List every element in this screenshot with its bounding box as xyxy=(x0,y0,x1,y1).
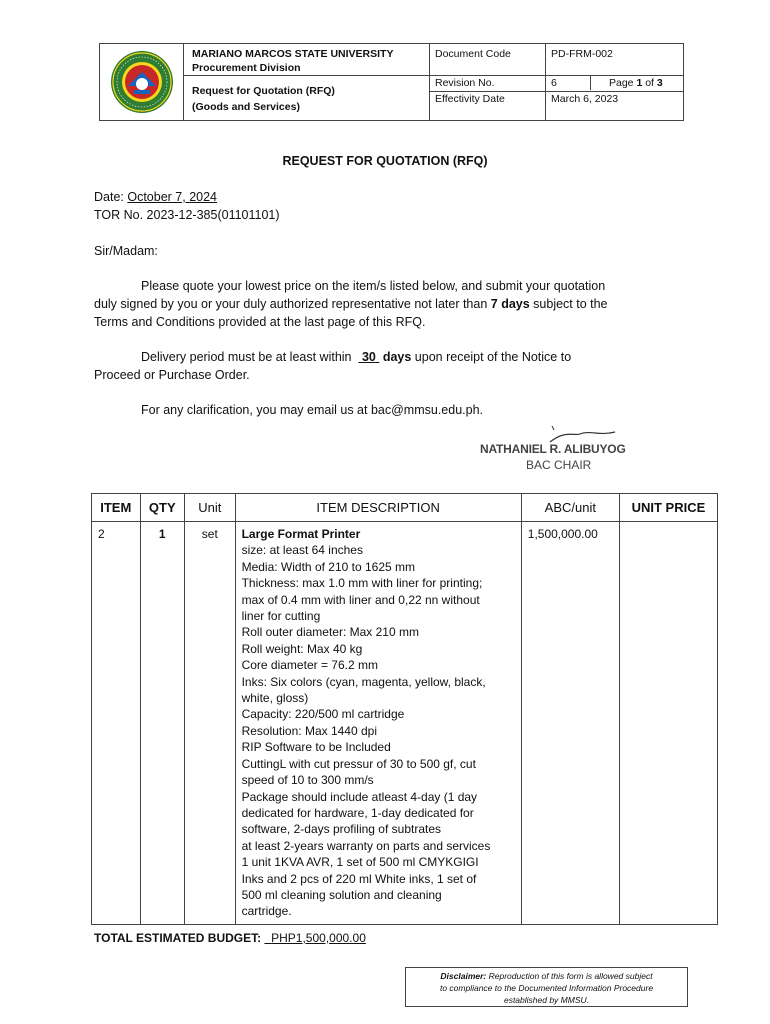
document-header xyxy=(99,43,684,121)
form-subtitle: (Goods and Services) xyxy=(192,101,300,113)
column-header-unit: Unit xyxy=(185,494,236,522)
description-line: liner for cutting xyxy=(241,609,321,624)
description-line: cartridge. xyxy=(241,904,292,919)
column-header-qty: QTY xyxy=(140,494,184,522)
page-indicator: Page 1 of 3 xyxy=(609,77,663,89)
effectivity-value: March 6, 2023 xyxy=(551,93,619,105)
university-seal-logo xyxy=(110,50,174,114)
date-line: Date: October 7, 2024 xyxy=(94,190,218,204)
revision-value: 6 xyxy=(551,77,557,89)
para3: For any clarification, you may email us at bac@mmsu.edu.ph. xyxy=(141,403,483,417)
cell-abc: 1,500,000.00 xyxy=(521,522,619,925)
items-table xyxy=(91,493,718,925)
form-title: Request for Quotation (RFQ) xyxy=(192,85,335,97)
description-line: Core diameter = 76.2 mm xyxy=(241,658,378,673)
cell-item: 2 xyxy=(92,522,141,925)
description-line: max of 0.4 mm with liner and 0,22 nn without xyxy=(241,592,480,607)
revision-label: Revision No. xyxy=(435,77,495,89)
para2-line2: Proceed or Purchase Order. xyxy=(94,368,250,382)
description-line: Roll weight: Max 40 kg xyxy=(241,641,363,656)
description-line: Roll outer diameter: Max 210 mm xyxy=(241,625,419,640)
description-line: 1 unit 1KVA AVR, 1 set of 500 ml CMYKGIGI xyxy=(241,855,479,870)
division-name: Procurement Division xyxy=(192,62,301,74)
column-header-unit-price: UNIT PRICE xyxy=(619,494,717,522)
cell-unit-price xyxy=(619,522,717,925)
cell-unit: set xyxy=(185,522,236,925)
cell-description xyxy=(235,522,521,925)
table-row xyxy=(92,522,718,925)
para1-line3: Terms and Conditions provided at the last page of this RFQ. xyxy=(94,315,426,329)
description-line: white, gloss) xyxy=(241,691,309,706)
para1-line2: duly signed by you or your duly authorized representative not later than 7 days subject to the xyxy=(94,297,608,311)
para1-line1: Please quote your lowest price on the item/s listed below, and submit your quotation xyxy=(141,279,606,293)
signatory-title: BAC CHAIR xyxy=(526,458,592,472)
description-line: dedicated for hardware, 1-day dedicated for xyxy=(241,805,474,820)
column-header-description: ITEM DESCRIPTION xyxy=(235,494,521,522)
column-header-abc: ABC/unit xyxy=(521,494,619,522)
description-line: 500 ml cleaning solution and cleaning xyxy=(241,887,442,902)
description-lines xyxy=(242,542,515,919)
salutation: Sir/Madam: xyxy=(94,244,158,258)
column-header-item: ITEM xyxy=(92,494,141,522)
disclaimer-box: Disclaimer: Reproduction of this form is allowed subject to compliance to the Documented Information Procedure established by MMSU. xyxy=(405,967,688,1007)
total-budget: TOTAL ESTIMATED BUDGET: PHP1,500,000.00 xyxy=(94,931,366,945)
description-line: at least 2-years warranty on parts and services xyxy=(241,838,491,853)
description-line: speed of 10 to 300 mm/s xyxy=(241,773,374,788)
tor-number: TOR No. 2023-12-385(01101101) xyxy=(94,208,280,222)
document-title: REQUEST FOR QUOTATION (RFQ) xyxy=(282,154,488,168)
description-line: CuttingL with cut pressur of 30 to 500 gf, cut xyxy=(241,756,476,771)
doc-code-label: Document Code xyxy=(435,48,511,60)
description-line: Inks and 2 pcs of 220 ml White inks, 1 set of xyxy=(241,871,477,886)
table-header-row xyxy=(92,494,718,522)
description-line: Inks: Six colors (cyan, magenta, yellow, black, xyxy=(241,674,486,689)
doc-code-value: PD-FRM-002 xyxy=(551,48,613,60)
description-line: size: at least 64 inches xyxy=(241,543,363,558)
cell-qty: 1 xyxy=(140,522,184,925)
description-title: Large Format Printer xyxy=(241,527,361,541)
description-line: Package should include atleast 4-day (1 day xyxy=(241,789,478,804)
description-line: Resolution: Max 1440 dpi xyxy=(241,723,377,738)
description-line: Capacity: 220/500 ml cartridge xyxy=(241,707,405,722)
effectivity-label: Effectivity Date xyxy=(435,93,505,105)
description-line: software, 2-days profiling of subtrates xyxy=(241,822,442,837)
signatory-name: NATHANIEL R. ALIBUYOG xyxy=(480,442,626,456)
para2-line1: Delivery period must be at least within 30 days upon receipt of the Notice to xyxy=(141,350,572,364)
total-budget-value: PHP1,500,000.00 xyxy=(271,931,366,945)
description-line: Thickness: max 1.0 mm with liner for printing; xyxy=(241,576,483,591)
university-name: MARIANO MARCOS STATE UNIVERSITY xyxy=(192,48,394,60)
date-value: October 7, 2024 xyxy=(127,190,218,204)
description-line: Media: Width of 210 to 1625 mm xyxy=(241,559,415,574)
description-line: RIP Software to be Included xyxy=(241,740,391,755)
